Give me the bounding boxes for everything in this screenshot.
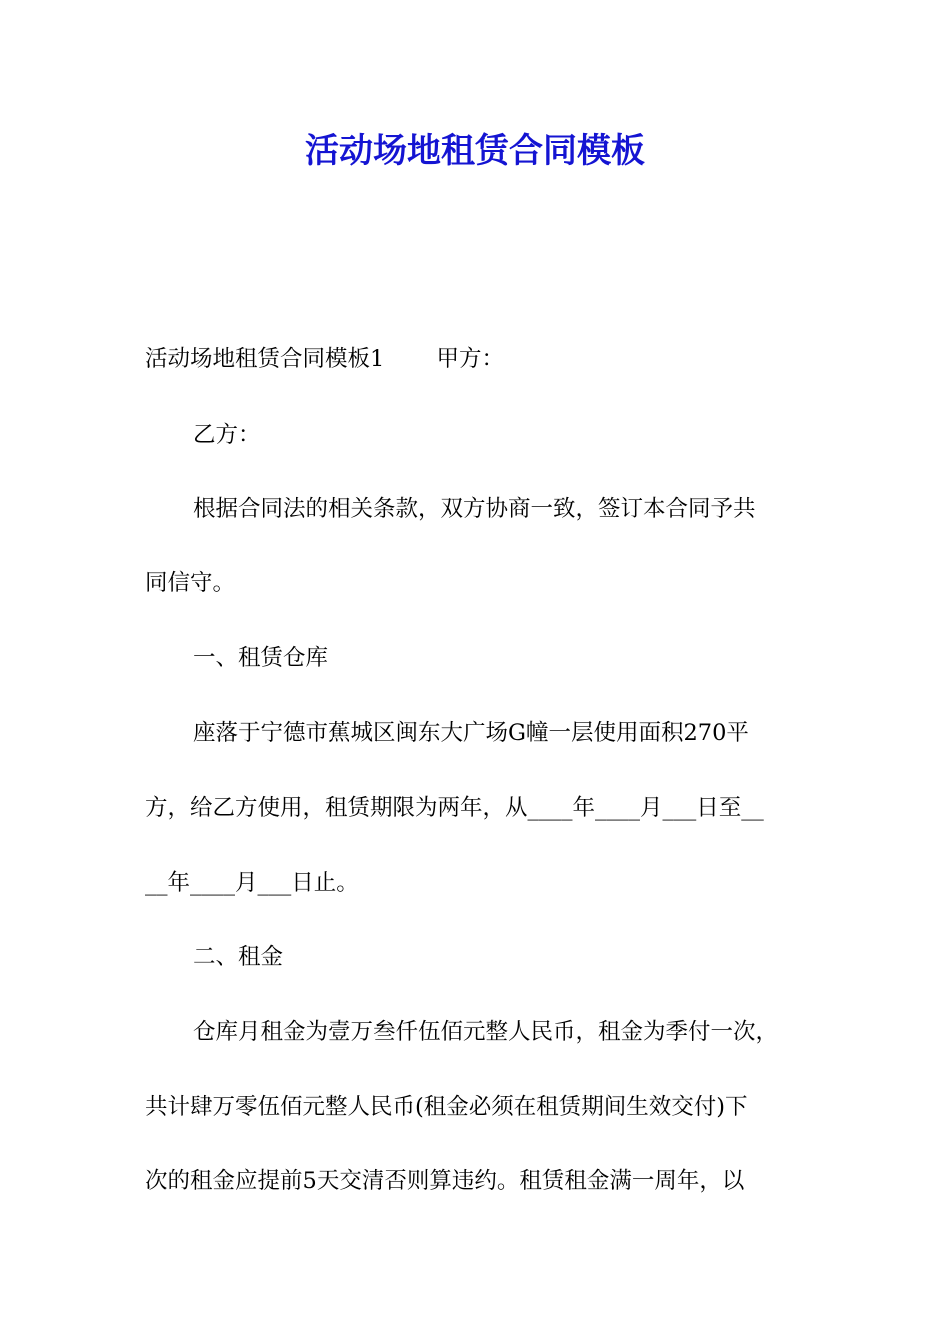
party-b-line: 乙方： — [193, 422, 261, 448]
document-title: 活动场地租赁合同模板 — [305, 131, 645, 171]
body-paragraph-line: 根据合同法的相关条款，双方协商一致，签订本合同予共 — [193, 496, 756, 522]
body-paragraph-line: 共计肆万零伍佰元整人民币(租金必须在租赁期间生效交付)下 — [145, 1094, 748, 1120]
body-paragraph-line: 同信守。 — [145, 570, 236, 596]
section-heading-warehouse: 一、租赁仓库 — [193, 645, 329, 671]
body-paragraph-line: 仓库月租金为壹万叁仟伍佰元整人民币，租金为季付一次， — [193, 1019, 779, 1045]
body-paragraph-line: __年____月___日止。 — [145, 870, 359, 896]
body-paragraph-line: 方，给乙方使用，租赁期限为两年，从____年____月___日至__ — [145, 795, 764, 821]
body-paragraph-line: 次的租金应提前5天交清否则算违约。租赁租金满一周年，以 — [145, 1168, 745, 1194]
contract-heading-party-a: 活动场地租赁合同模板1 甲方： — [145, 346, 504, 372]
section-heading-rent: 二、租金 — [193, 944, 284, 970]
body-paragraph-line: 座落于宁德市蕉城区闽东大广场G幢一层使用面积270平 — [193, 720, 749, 746]
